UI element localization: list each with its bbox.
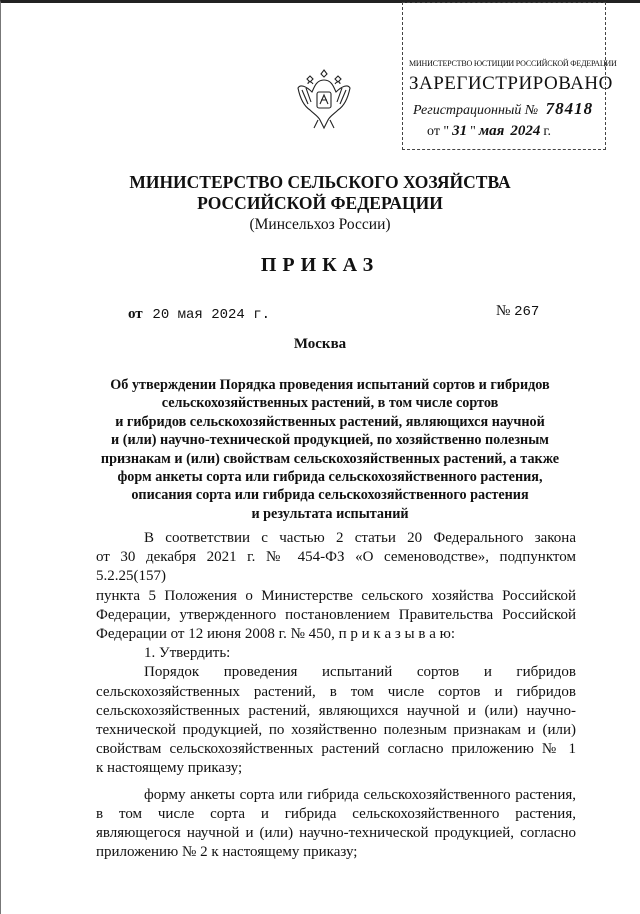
stamp-registered: ЗАРЕГИСТРИРОВАНО xyxy=(409,73,613,94)
ministry-name-line2: РОССИЙСКОЙ ФЕДЕРАЦИИ xyxy=(197,193,443,213)
body-line: сельскохозяйственных растений, в том числе сортов и гибридов xyxy=(96,683,576,700)
order-date xyxy=(128,306,270,323)
stamp-reg-number: 78418 xyxy=(545,99,594,118)
date-value: 20 мая 2024 г. xyxy=(152,307,271,323)
order-subject xyxy=(80,376,580,523)
body-line: Федерации, утвержденного постановлением Правительства Российской xyxy=(96,606,576,623)
body-line: форму анкеты сорта или гибрида сельскохозяйственного растения, xyxy=(144,786,576,803)
stamp-reg-number-line xyxy=(413,99,593,119)
subject-line: и результата испытаний xyxy=(251,505,409,522)
stamp-date-suffix: г. xyxy=(543,124,552,139)
ministry-header xyxy=(0,172,640,235)
body-line: Порядок проведения испытаний сортов и гибридов xyxy=(144,664,576,681)
stamp-date-line xyxy=(427,123,551,140)
ministry-name-line1: МИНИСТЕРСТВО СЕЛЬСКОГО ХОЗЯЙСТВА xyxy=(129,172,511,192)
number-label: № xyxy=(496,303,511,319)
number-value: 267 xyxy=(514,304,540,320)
order-body xyxy=(96,529,576,862)
body-line: пункта 5 Положения о Министерстве сельского хозяйства Российской xyxy=(96,587,576,604)
stamp-ministry: МИНИСТЕРСТВО ЮСТИЦИИ РОССИЙСКОЙ ФЕДЕРАЦИИ xyxy=(409,59,617,68)
body-line: свойствам сельскохозяйственных растений согласно приложению № 1 xyxy=(96,741,576,758)
subject-line: описания сорта или гибрида сельскохозяйственного растения xyxy=(131,487,529,504)
body-line: от 30 декабря 2021 г. № 454-ФЗ «О семеноводстве», подпунктом 5.2.25(157) xyxy=(96,549,576,585)
body-line: 1. Утвердить: xyxy=(144,645,231,662)
document-type-title: ПРИКАЗ xyxy=(260,254,380,276)
ministry-short-name: (Минсельхоз России) xyxy=(249,216,391,233)
subject-line: и гибридов сельскохозяйственных растений, являющихся научной xyxy=(115,413,545,430)
stamp-date-year: 2024 xyxy=(510,123,541,139)
order-number xyxy=(496,303,539,320)
body-line: к настоящему приказу; xyxy=(96,760,243,777)
body-line: В соответствии с частью 2 статьи 20 Федерального закона xyxy=(144,530,576,546)
coat-of-arms-emblem xyxy=(296,64,352,134)
body-line: технической продукцией, по хозяйственно полезным признакам и (или) xyxy=(96,722,576,739)
body-line: в том числе сорта и гибрида сельскохозяйственного растения, xyxy=(96,805,576,822)
subject-line: и (или) научно-технической продукцией, по хозяйственно полезным xyxy=(111,432,549,449)
body-line: приложению № 2 к настоящему приказу; xyxy=(96,844,358,861)
stamp-date-day: 31 xyxy=(452,123,468,139)
subject-line: Об утверждении Порядка проведения испытаний сортов и гибридов xyxy=(110,377,550,393)
stamp-date-mid: " xyxy=(470,124,476,139)
subject-line: признакам и (или) свойствам сельскохозяйственных растений, а также xyxy=(100,450,560,467)
body-line: сельскохозяйственных растений, являющихся научной и (или) научно- xyxy=(96,702,576,719)
body-line: являющегося научной и (или) научно-технической продукцией, согласно xyxy=(96,825,576,842)
stamp-reg-label: Регистрационный № xyxy=(413,103,539,118)
stamp-date-month: мая xyxy=(478,123,505,139)
registration-stamp xyxy=(402,2,617,150)
city: Москва xyxy=(293,336,347,352)
subject-line: форм анкеты сорта или гибрида сельскохозяйственного растения, xyxy=(117,469,543,486)
date-label: от xyxy=(128,306,143,322)
stamp-date-prefix: от " xyxy=(427,124,450,139)
subject-line: сельскохозяйственных растений, в том числе сортов xyxy=(161,395,499,412)
body-line: Федерации от 12 июня 2008 г. № 450, п р и к а з ы в а ю: xyxy=(96,626,455,643)
